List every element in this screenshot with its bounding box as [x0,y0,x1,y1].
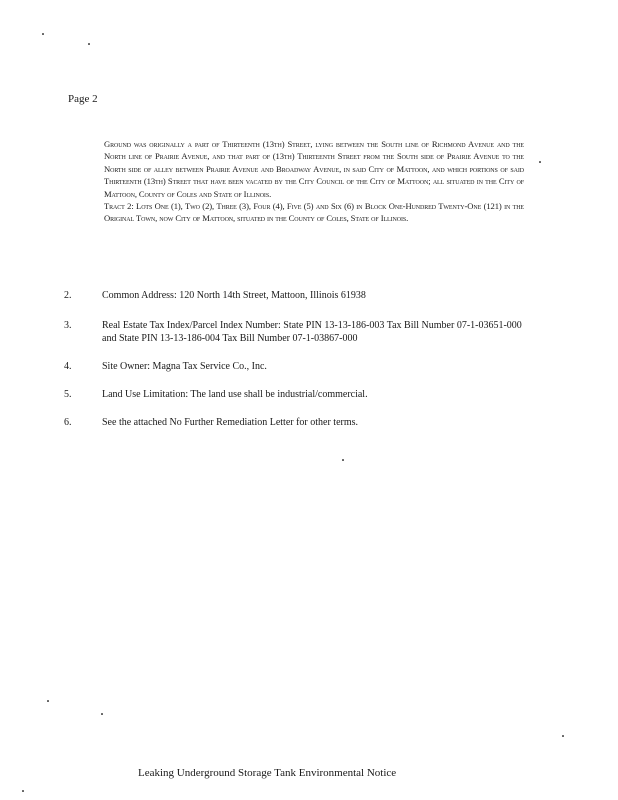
legal-paragraph-1: Ground was originally a part of Thirteenth (13th) Street, lying between the South line of Richmond Avenue and the North line of Prairie Avenue, and that part of (13th) Thirteenth Street from the South side of Prairie Avenue to the North side of alley between Prairie Avenue and Broadway Avenue, in said City of Mattoon, and which portions of said Thirteenth (13th) Street that have been vacated by the City Council of the City of Mattoon; all situated in the City of Mattoon, County of Coles and State of Illinois. [104,139,524,199]
legal-description [104,138,524,225]
scan-speck [539,161,541,163]
item-text: See the attached No Further Remediation Letter for other terms. [102,417,359,428]
item-text: Real Estate Tax Index/Parcel Index Number: State PIN 13-13-186-003 Tax Bill Number 07-1-03651-000 and State PIN 13-13-186-004 Tax Bill Number 07-1-03867-000 [102,320,522,344]
scan-speck [562,735,564,737]
legal-paragraph-2: Tract 2: Lots One (1), Two (2), Three (3), Four (4), Five (5) and Six (6) in Block One-Hundred Twenty-One (121) in the Original Town, now City of Mattoon, situated in the County of Coles, State of Illinois. [104,201,524,224]
item-text: Land Use Limitation: The land use shall be industrial/commercial. [102,389,368,400]
scan-speck [88,43,90,45]
item-number: 6. [64,417,72,428]
item-number: 2. [64,290,72,301]
scan-speck [342,459,344,461]
scan-speck [42,33,44,35]
footer-title: Leaking Underground Storage Tank Environmental Notice [138,767,397,779]
item-number: 3. [64,320,72,331]
page-label: Page 2 [68,93,98,105]
item-number: 4. [64,361,72,372]
scan-speck [22,790,24,792]
scan-speck [47,700,49,702]
item-text: Site Owner: Magna Tax Service Co., Inc. [102,361,267,372]
scan-speck [101,713,103,715]
item-text: Common Address: 120 North 14th Street, Mattoon, Illinois 61938 [102,290,366,301]
item-number: 5. [64,389,72,400]
